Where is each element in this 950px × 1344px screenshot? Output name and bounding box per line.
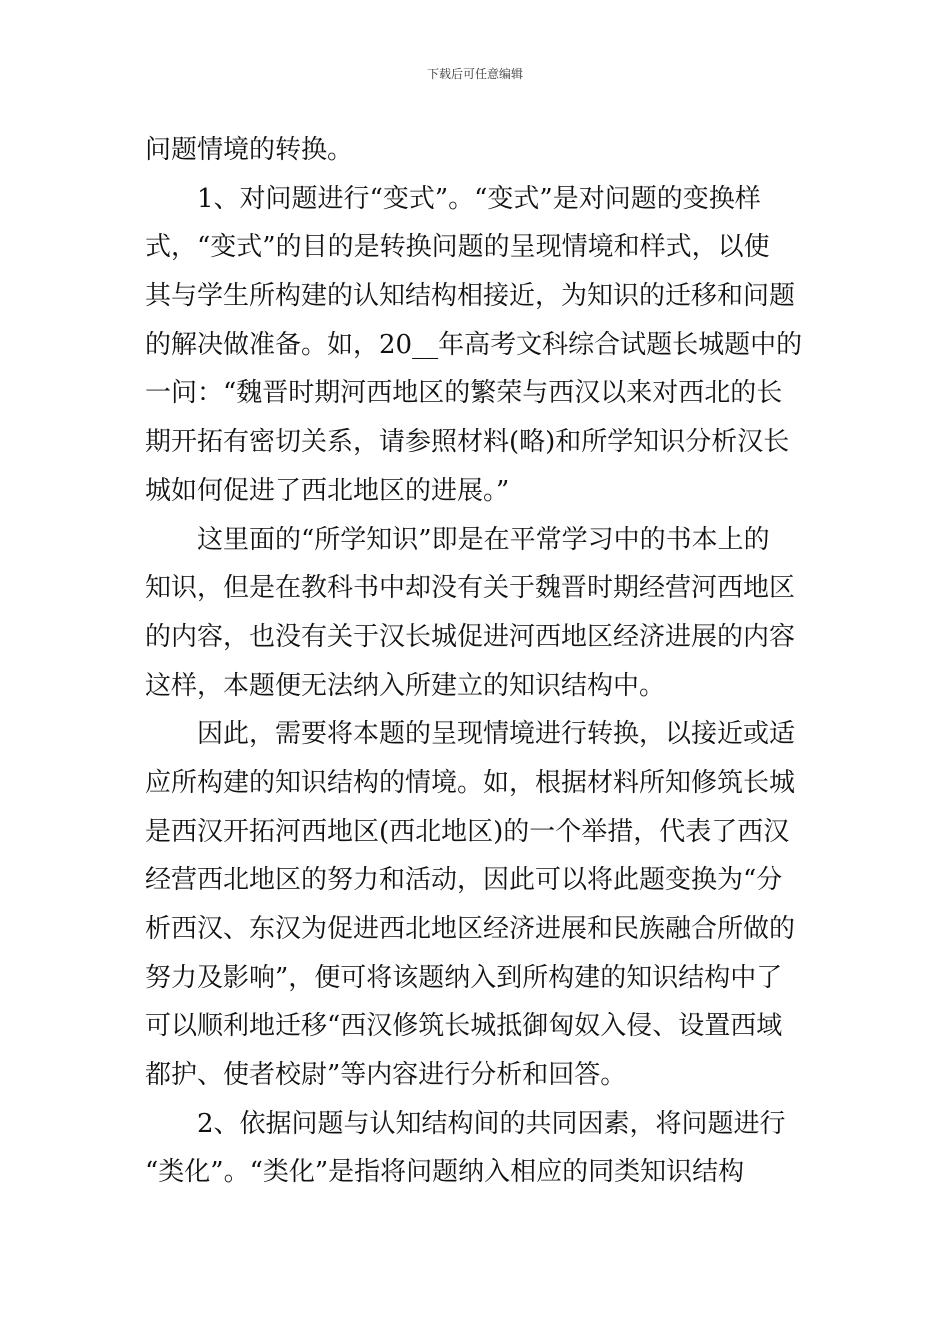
- text-line: 可以顺利地迁移“西汉修筑长城抵御匈奴入侵、设置西域: [145, 1011, 783, 1042]
- text-line: 都护、使者校尉”等内容进行分析和回答。: [145, 1060, 627, 1091]
- document-body: [145, 126, 807, 1197]
- text-line: 知识，但是在教科书中却没有关于魏晋时期经营河西地区: [145, 573, 796, 604]
- text-line: 努力及影响”，便可将该题纳入到所构建的知识结构中了: [145, 962, 783, 993]
- text-line: 其与学生所构建的认知结构相接近，为知识的迁移和问题: [145, 281, 796, 312]
- text-line: 析西汉、东汉为促进西北地区经济进展和民族融合所做的: [145, 914, 796, 944]
- text-line: 期开拓有密切关系，请参照材料(略)和所学知识分析汉长: [145, 427, 790, 458]
- text-line: “类化”。“类化”是指将问题纳入相应的同类知识结构: [145, 1157, 745, 1188]
- text-line: 问题情境的转换。: [145, 135, 354, 165]
- text-line: 是西汉开拓河西地区(西北地区)的一个举措，代表了西汉: [145, 816, 790, 847]
- text-line: 这样，本题便无法纳入所建立的知识结构中。: [145, 670, 666, 701]
- text-line: 的内容，也没有关于汉长城促进河西地区经济进展的内容: [145, 621, 796, 652]
- text-line: 式，“变式”的目的是转换问题的呈现情境和样式，以使: [145, 232, 770, 263]
- text-line: 城如何促进了西北地区的进展。”: [145, 475, 510, 506]
- text-line: 2、依据问题与认知结构间的共同因素，将问题进行: [197, 1108, 786, 1139]
- text-line: 的解决做准备。如，20__年高考文科综合试题长城题中的: [145, 329, 803, 360]
- text-line: 应所构建的知识结构的情境。如，根据材料所知修筑长城: [145, 767, 796, 798]
- text-line: 这里面的“所学知识”即是在平常学习中的书本上的: [197, 524, 770, 555]
- text-line: 1、对问题进行“变式”。“变式”是对问题的变换样: [197, 183, 761, 214]
- text-line: 一问：“魏晋时期河西地区的繁荣与西汉以来对西北的长: [145, 378, 783, 409]
- text-line: 经营西北地区的努力和活动，因此可以将此题变换为“分: [145, 865, 783, 896]
- page-header: 下载后可任意编辑: [426, 67, 523, 81]
- text-line: 因此，需要将本题的呈现情境进行转换，以接近或适: [197, 719, 796, 750]
